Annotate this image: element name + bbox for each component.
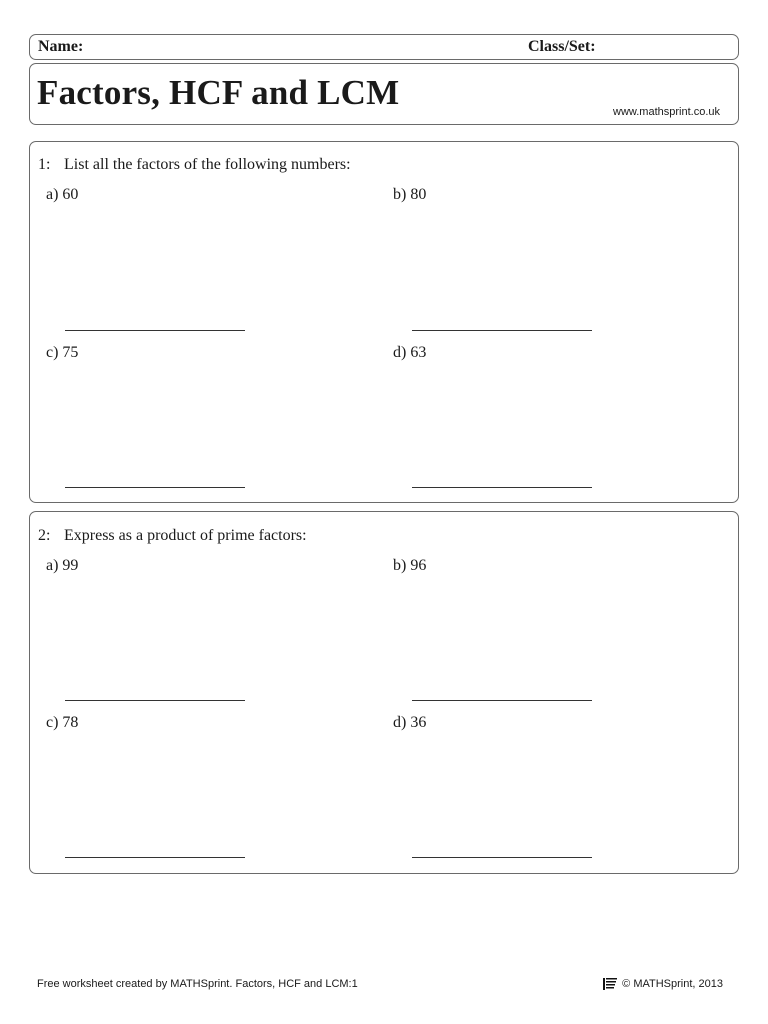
page-title: Factors, HCF and LCM (37, 73, 400, 112)
question-2-prompt (38, 527, 307, 545)
question-2-part-d: d) 36 (393, 714, 427, 731)
question-1-box (29, 141, 739, 503)
name-label: Name: (38, 38, 84, 55)
question-1-number: 1: (38, 156, 51, 173)
question-2-part-b: b) 96 (393, 557, 427, 574)
question-1-text: List all the factors of the following numbers: (64, 156, 351, 173)
class-set-label: Class/Set: (528, 38, 596, 55)
question-2-answer-line-a[interactable] (65, 700, 245, 701)
website-link: www.mathsprint.co.uk (613, 106, 720, 118)
question-1-part-c: c) 75 (46, 344, 79, 361)
question-2-number: 2: (38, 527, 51, 544)
question-2-box (29, 511, 739, 874)
question-1-answer-line-d[interactable] (412, 487, 592, 488)
question-2-text: Express as a product of prime factors: (64, 527, 307, 544)
mathsprint-logo-icon (602, 976, 618, 990)
name-class-bar (29, 34, 739, 60)
question-1-prompt (38, 156, 351, 174)
question-2-part-a: a) 99 (46, 557, 79, 574)
footer-copyright-text: © MATHSprint, 2013 (622, 978, 723, 990)
question-1-answer-line-b[interactable] (412, 330, 592, 331)
footer-credit: Free worksheet created by MATHSprint. Factors, HCF and LCM:1 (37, 978, 358, 990)
question-2-answer-line-b[interactable] (412, 700, 592, 701)
question-2-part-c: c) 78 (46, 714, 79, 731)
question-1-answer-line-c[interactable] (65, 487, 245, 488)
question-2-answer-line-c[interactable] (65, 857, 245, 858)
title-box (29, 63, 739, 125)
question-1-answer-line-a[interactable] (65, 330, 245, 331)
footer-copyright (602, 976, 723, 990)
question-1-part-b: b) 80 (393, 186, 427, 203)
question-1-part-d: d) 63 (393, 344, 427, 361)
question-2-answer-line-d[interactable] (412, 857, 592, 858)
question-1-part-a: a) 60 (46, 186, 79, 203)
